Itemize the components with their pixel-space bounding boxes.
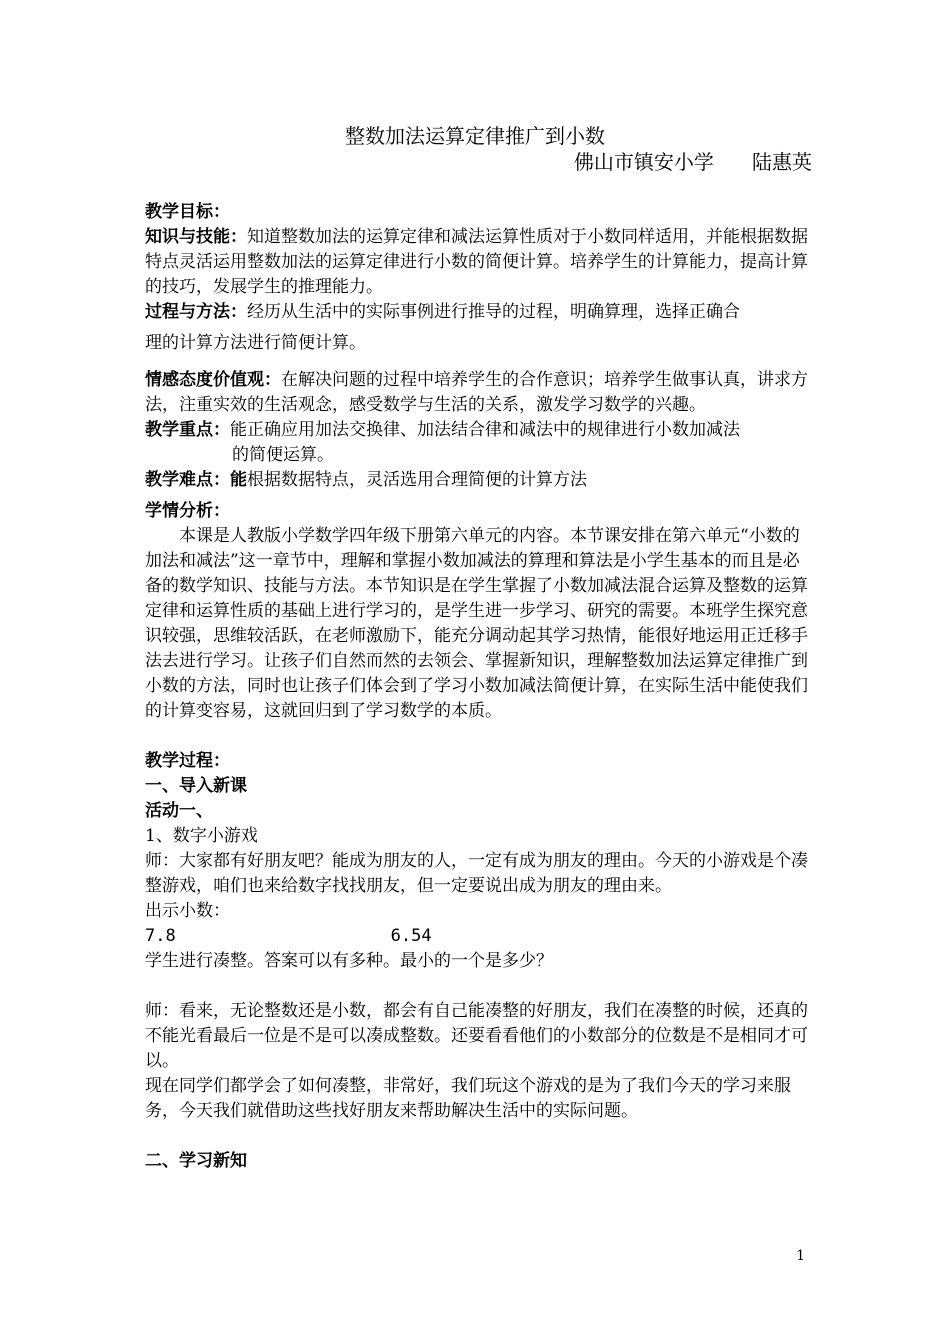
process-paragraph [145,300,810,325]
document-body [145,200,810,1174]
emotion-text: 在解决问题的过程中培养学生的合作意识；培养学生做事认真，讲求方法，注重实效的生活观念，感受数学与生活的关系，激发学习数学的兴趣。 [145,370,808,415]
page-number: 1 [796,1248,805,1264]
spacer [145,1124,810,1149]
analysis-text: 本课是人教版小学数学四年级下册第六单元的内容。本节课安排在第六单元“小数的加法和减法”这一章节中，理解和掌握小数加减法的算理和算法是小学生基本的而且是必备的数学知识、技能与方法。本节知识是在学生掌握了小数加减法混合运算及整数的运算定律和运算性质的基础上进行学习的，是学生进一步学习、研究的需要。本班学生探究意识较强，思维较活跃，在老师激励下，能充分调动起其学习热情，能很好地运用正迁移手法去进行学习。让孩子们自然而然的去领会、掌握新知识，理解整数加法运算定律推广到小数的方法，同时也让孩子们体会到了学习小数加减法简便计算，在实际生活中能使我们的计算变容易，这就回归到了学习数学的本质。 [145,526,808,721]
difficulty-bold-word: 能 [230,470,247,490]
students-text: 学生进行凑整。答案可以有多种。最小的一个是多少？ [145,951,553,971]
item1-text: 1、数字小游戏 [145,826,258,846]
analysis-heading: 学情分析： [145,501,230,521]
key-text-continued: 的简便运算。 [232,445,334,465]
knowledge-paragraph [145,225,810,300]
part2-heading: 二、学习新知 [145,1151,247,1171]
difficulty-text: 根据数据特点，灵活选用合理简便的计算方法 [247,470,587,490]
process-heading: 教学过程： [145,751,230,771]
spacer [145,724,810,749]
process-text: 经历从生活中的实际事例进行推导的过程，明确算理，选择正确合 [247,302,740,322]
objectives-heading: 教学目标： [145,202,230,222]
part1-heading: 一、导入新课 [145,776,247,796]
process-text-continued: 理的计算方法进行简便计算。 [145,333,366,353]
key-points-paragraph [145,418,810,443]
difficulty-label: 教学难点： [145,470,230,490]
teacher-speech-2: 师：看来，无论整数还是小数，都会有自己能凑整的好朋友，我们在凑整的时候，还真的不能光看最后一位是不是可以凑成整数。还要看看他们的小数部分的位数是不是相同才可以。 [145,1001,808,1071]
knowledge-text: 知道整数加法的运算定律和减法运算性质对于小数同样适用，并能根据数据特点灵活运用整数加法的运算定律进行小数的简便计算。培养学生的计算能力，提高计算的技巧，发展学生的推理能力。 [145,227,808,297]
summary-text: 现在同学们都学会了如何凑整，非常好，我们玩这个游戏的是为了我们今天的学习来服务，今天我们就借助这些找好朋友来帮助解决生活中的实际问题。 [145,1076,791,1121]
author-line: 佛山市镇安小学 陆惠英 [573,150,812,174]
emotion-paragraph [145,368,810,418]
numbers-line: 7.8 6.54 [145,926,432,946]
document-title: 整数加法运算定律推广到小数 [345,124,605,148]
activity1-heading: 活动一、 [145,801,213,821]
teacher-speech-1: 师：大家都有好朋友吧？能成为朋友的人，一定有成为朋友的理由。今天的小游戏是个凑整游戏，咱们也来给数字找找朋友，但一定要说出成为朋友的理由来。 [145,851,808,896]
key-label: 教学重点： [145,420,230,440]
emotion-label: 情感态度价值观： [145,370,281,390]
process-label: 过程与方法： [145,302,247,322]
knowledge-label: 知识与技能： [145,227,247,247]
spacer [145,974,810,999]
show-numbers-text: 出示小数： [145,901,230,921]
key-text: 能正确应用加法交换律、加法结合律和减法中的规律进行小数加减法 [230,420,740,440]
spacer [145,356,810,368]
difficulty-paragraph [145,468,810,493]
